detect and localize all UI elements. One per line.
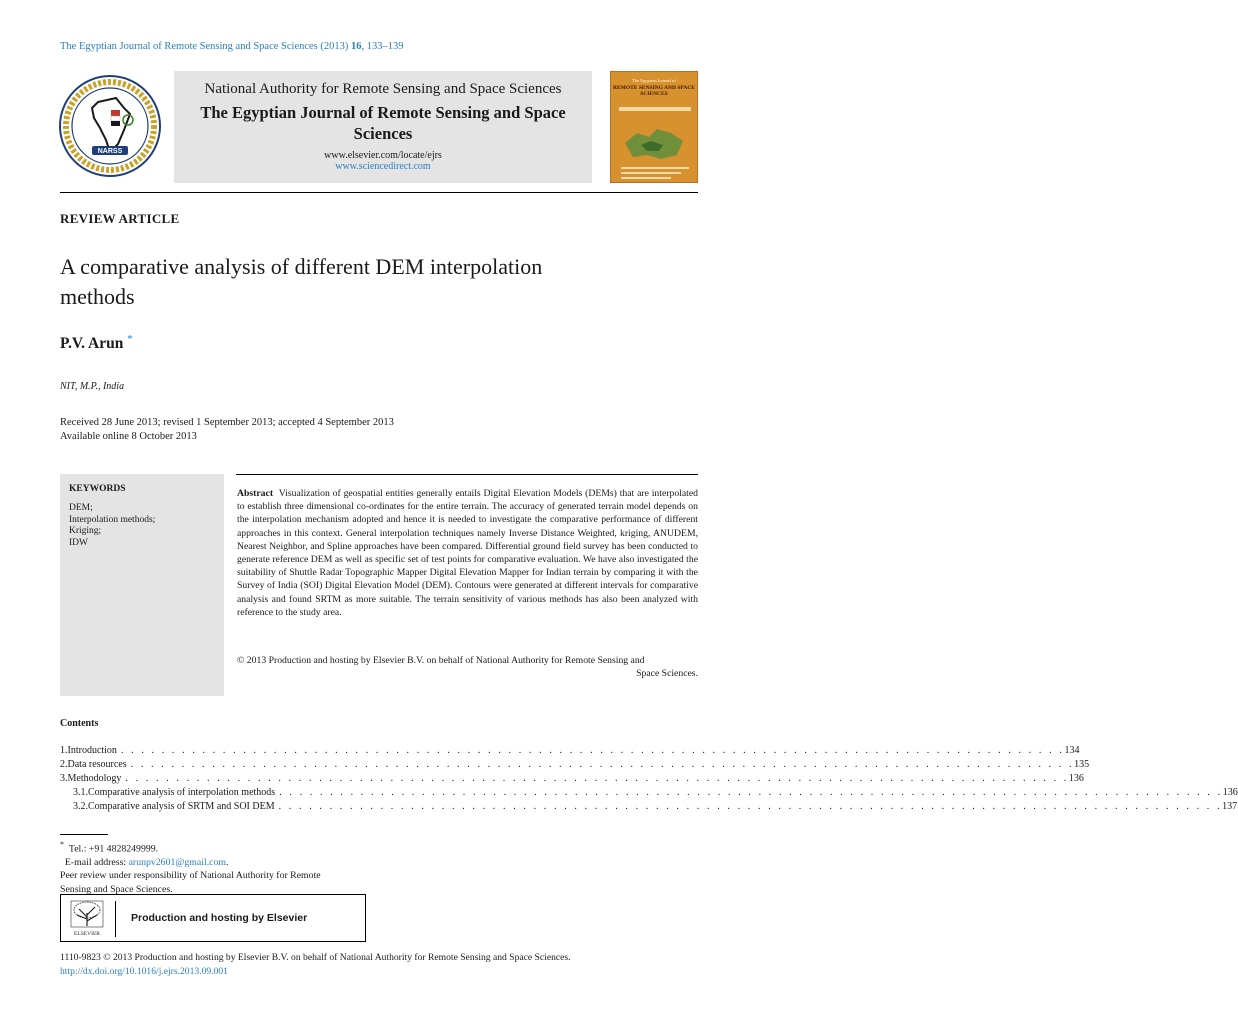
keyword: IDW (69, 537, 88, 548)
elsevier-url[interactable]: www.elsevier.com/locate/ejrs (324, 150, 442, 161)
article-type: REVIEW ARTICLE (60, 211, 180, 226)
toc-item[interactable] (60, 787, 1238, 801)
abstract (237, 487, 698, 619)
volume: 16 (351, 41, 362, 52)
toc-item[interactable] (60, 773, 1084, 787)
keyword: DEM; (69, 503, 93, 513)
elsevier-tree-icon (69, 899, 105, 937)
keywords-heading: KEYWORDS (69, 484, 126, 494)
author (60, 333, 133, 353)
toc-label: Comparative analysis of interpolation methods (88, 787, 276, 798)
toc-leader: . . . . . . . . . . . . . . . . . . . . . . . . . . . . . . . . . . . . . . . . . . . . . . . . . . . . . . . . . . . . . . . . . . . . . . . . . . . . . . . . . . . . . . . . . . . . . (130, 759, 1075, 770)
publisher-label: Production and hosting by Elsevier (131, 912, 308, 924)
available-online: Available online 8 October 2013 (60, 431, 197, 442)
article-title: A comparative analysis of different DEM interpolation methods (60, 254, 543, 309)
toc-leader: . . . . . . . . . . . . . . . . . . . . . . . . . . . . . . . . . . . . . . . . . . . . . . . . . . . . . . . . . . . . . . . . . . . . . . . . . . . . . . . . . . . . . . . . . . . . . (120, 745, 1065, 756)
page-range: , 133–139 (361, 41, 404, 52)
toc-label: Introduction (67, 745, 117, 756)
affiliation: NIT, M.P., India (60, 381, 125, 392)
toc-page: 135 (1074, 759, 1090, 770)
author-footnote-mark[interactable]: * (127, 333, 133, 345)
sciencedirect-link[interactable]: www.sciencedirect.com (335, 161, 431, 172)
author-name: P.V. Arun (60, 335, 124, 353)
doi-link[interactable]: http://dx.doi.org/10.1016/j.ejrs.2013.09.001 (60, 965, 228, 977)
copyright-line-1: © 2013 Production and hosting by Elsevier B.V. on behalf of National Authority for Remote Sensing and (237, 655, 645, 666)
footnote-rule (60, 834, 108, 835)
cover-title: REMOTE SENSING AND SPACE SCIENCES (613, 85, 695, 97)
cover-map-graphic (611, 97, 699, 187)
keywords-list (69, 503, 155, 549)
copyright-line-2: Space Sciences. (636, 667, 698, 679)
journal-banner (174, 71, 592, 183)
keyword: Kriging; (69, 526, 102, 536)
journal-cover-thumbnail[interactable] (610, 71, 698, 183)
abstract-text: Visualization of geospatial entities generally entails Digital Elevation Models (DEMs) that are interpolated to establish three dimensional co-ordinates for the entire terrain. The accuracy of generated terrain model depends on the interpolation mechanism adopted and hence it is needed to investigate the comparative performance of different approaches in this context. General interpolation techniques namely Inverse Distance Weighted, kriging, ANUDEM, Nearest Neighbor, and Spline approaches have been compared. Differential ground field survey has been conducted to generate reference DEM as well as specific set of test points for comparative evaluation. We have also investigated the suitability of Shuttle Radar Topographic Mapper Digital Elevation Mapper for Indian terrain by comparing it with the Survey of India (SOI) Digital Elevation Model (DEM). Contours were generated at different intervals for comparative analysis and found SRTM as more suitable. The terrain sensitivity of various methods has also been analyzed with reference to the study area. (237, 488, 699, 618)
abstract-copyright (237, 655, 698, 680)
toc-page: 136 (1222, 787, 1238, 798)
toc-item[interactable] (60, 745, 1080, 759)
article-history (60, 416, 394, 444)
elsevier-wordmark: ELSEVIER (74, 931, 100, 937)
toc-page: 136 (1068, 773, 1084, 784)
toc-number: 3.2. (73, 801, 88, 812)
toc-label: Methodology (67, 773, 122, 784)
toc-number: 3. (60, 773, 68, 784)
header-rule (60, 192, 698, 193)
cover-top-text: The Egyptian Journal of (632, 78, 676, 83)
toc-leader: . . . . . . . . . . . . . . . . . . . . . . . . . . . . . . . . . . . . . . . . . . . . . . . . . . . . . . . . . . . . . . . . . . . . . . . . . . . . . . . . . . . . . . . . . . . . . (125, 773, 1069, 784)
toc-leader: . . . . . . . . . . . . . . . . . . . . . . . . . . . . . . . . . . . . . . . . . . . . . . . . . . . . . . . . . . . . . . . . . . . . . . . . . . . . . . . . . . . . . . . . . . . . . (279, 787, 1223, 798)
email-link[interactable]: arunpv2601@gmail.com (128, 856, 227, 868)
footnote (60, 838, 321, 896)
page-footer (60, 951, 571, 978)
abstract-rule (236, 474, 698, 475)
toc-number: 3.1. (73, 787, 88, 798)
toc-label: Comparative analysis of SRTM and SOI DEM (88, 801, 275, 812)
keywords-box (60, 474, 224, 696)
journal-citation[interactable]: The Egyptian Journal of Remote Sensing and Space Sciences (2013) 16, 133–139 (60, 41, 404, 52)
publisher-box (60, 894, 366, 942)
table-of-contents (60, 745, 1238, 815)
contents-heading: Contents (60, 718, 99, 729)
toc-label: Data resources (67, 759, 127, 770)
publisher-divider (115, 901, 116, 937)
toc-page: 137 (1222, 801, 1238, 812)
footnote-email: E-mail address: arunpv2601@gmail.com. (64, 856, 229, 868)
journal-title: The Egyptian Journal of Remote Sensing and Space Sciences (200, 103, 566, 143)
toc-item[interactable] (60, 801, 1238, 815)
footnote-mark: * (60, 840, 64, 849)
keyword: Interpolation methods; (69, 514, 156, 525)
received-dates: Received 28 June 2013; revised 1 September 2013; accepted 4 September 2013 (60, 417, 394, 428)
toc-item[interactable] (60, 759, 1090, 773)
toc-leader: . . . . . . . . . . . . . . . . . . . . . . . . . . . . . . . . . . . . . . . . . . . . . . . . . . . . . . . . . . . . . . . . . . . . . . . . . . . . . . . . . . . . . . . . . . . . . (278, 801, 1223, 812)
footnote-tel: * Tel.: +91 4828249999. (60, 840, 159, 855)
toc-page: 134 (1064, 745, 1080, 756)
narss-logo (58, 74, 162, 178)
abstract-label: Abstract (237, 488, 274, 499)
narss-logo-text: NARSS (97, 148, 123, 155)
peer-review-line-2: Sensing and Space Sciences. (60, 883, 173, 895)
peer-review-line-1: Peer review under responsibility of National Authority for Remote (60, 870, 321, 882)
authority-name: National Authority for Remote Sensing and Space Sciences (204, 81, 562, 97)
issn-line: 1110-9823 © 2013 Production and hosting by Elsevier B.V. on behalf of National Authority for Remote Sensing and Space Sciences. (60, 952, 571, 963)
toc-number: 2. (60, 759, 68, 770)
toc-number: 1. (60, 745, 68, 756)
